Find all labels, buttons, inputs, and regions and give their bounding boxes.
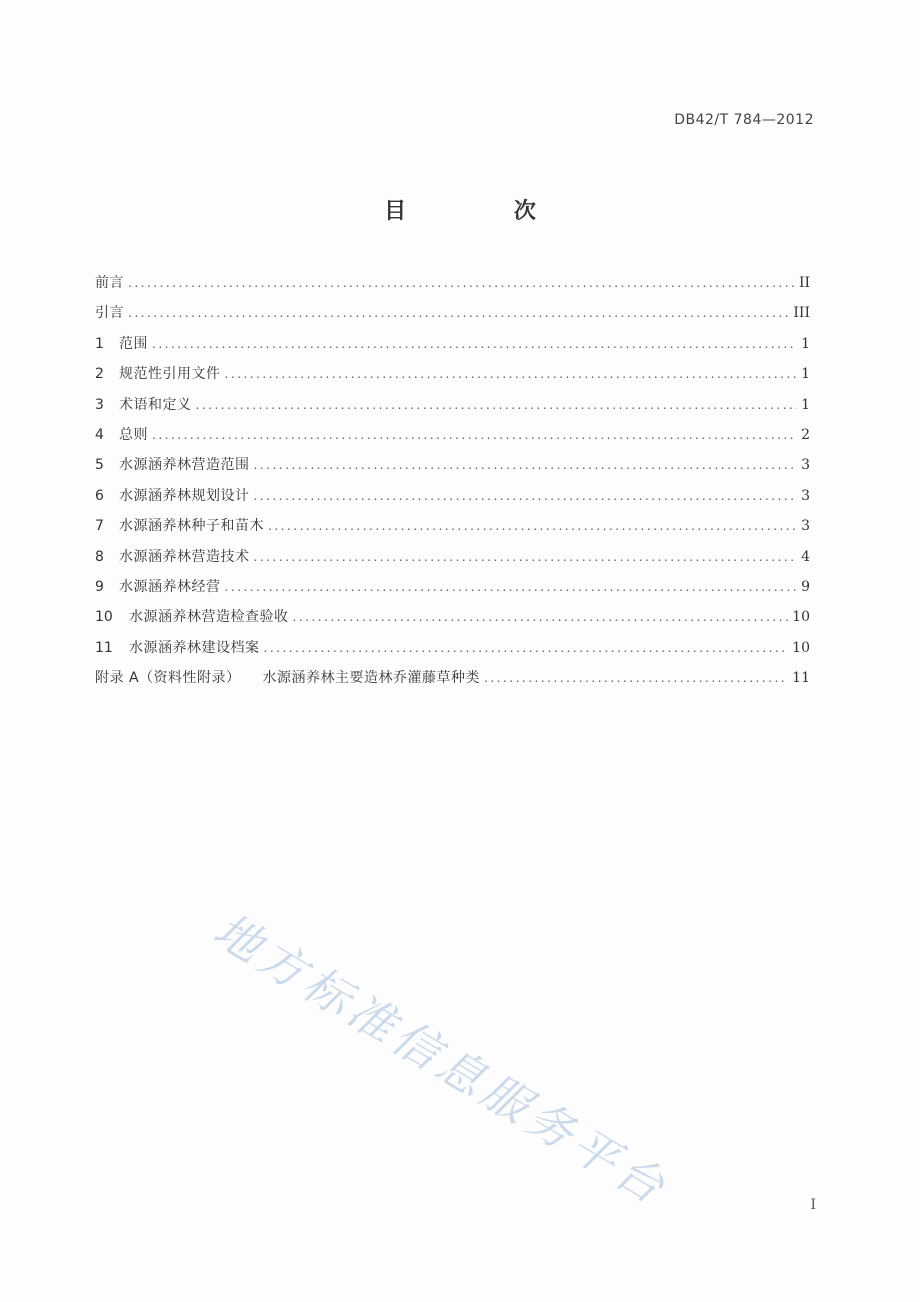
toc-entry-page: 1 bbox=[801, 396, 810, 413]
toc-dot-leader bbox=[264, 633, 789, 663]
toc-entry-page: 9 bbox=[801, 578, 810, 595]
toc-entry-page: 3 bbox=[801, 457, 810, 474]
toc-entry-5[interactable] bbox=[95, 450, 810, 480]
toc-entry-number: 6 bbox=[95, 487, 104, 504]
toc-entry-label: 水源涵养林经营 bbox=[119, 578, 221, 595]
toc-dot-leader bbox=[254, 542, 798, 572]
toc-entry-page: 1 bbox=[801, 335, 810, 352]
toc-entry-label: 术语和定义 bbox=[119, 396, 192, 413]
toc-entry-1[interactable] bbox=[95, 329, 810, 359]
toc-entry-page: II bbox=[798, 275, 810, 291]
toc-entry-number: 11 bbox=[95, 639, 113, 656]
document-code: DB42/T 784—2012 bbox=[674, 112, 814, 128]
toc-entry-label: 引言 bbox=[95, 305, 124, 322]
toc-entry-11[interactable] bbox=[95, 633, 810, 663]
toc-entry-page: 2 bbox=[801, 426, 810, 443]
toc-entry-label: 范围 bbox=[119, 335, 148, 352]
toc-entry-annex-a[interactable] bbox=[95, 663, 810, 693]
toc-entry-page: III bbox=[793, 305, 810, 322]
toc-title: 目 次 bbox=[384, 199, 586, 224]
toc-entry-6[interactable] bbox=[95, 481, 810, 511]
toc-entry-label: 规范性引用文件 bbox=[119, 366, 221, 383]
table-of-contents bbox=[95, 268, 810, 693]
toc-dot-leader bbox=[225, 359, 798, 389]
toc-entry-number: 5 bbox=[95, 457, 104, 474]
toc-entry-label: 水源涵养林规划设计 bbox=[119, 487, 250, 504]
toc-entry-introduction[interactable] bbox=[95, 298, 810, 328]
toc-dot-leader bbox=[128, 268, 795, 298]
toc-dot-leader bbox=[196, 390, 798, 420]
toc-entry-number: 8 bbox=[95, 548, 104, 565]
toc-entry-page: 3 bbox=[801, 518, 810, 535]
toc-dot-leader bbox=[254, 481, 798, 511]
toc-entry-page: 10 bbox=[792, 609, 810, 626]
toc-dot-leader bbox=[484, 663, 788, 693]
annex-title: 水源涵养林主要造林乔灌藤草种类 bbox=[262, 670, 481, 687]
toc-dot-leader bbox=[268, 511, 797, 541]
toc-entry-page: 4 bbox=[801, 548, 810, 565]
toc-entry-10[interactable] bbox=[95, 602, 810, 632]
toc-entry-label: 总则 bbox=[119, 426, 148, 443]
toc-entry-number: 4 bbox=[95, 426, 104, 443]
toc-entry-label: 水源涵养林种子和苗木 bbox=[119, 518, 264, 535]
toc-entry-label: 前言 bbox=[95, 275, 124, 291]
toc-entry-foreword[interactable] bbox=[95, 268, 810, 298]
toc-entry-8[interactable] bbox=[95, 542, 810, 572]
toc-dot-leader bbox=[225, 572, 798, 602]
toc-entry-number: 2 bbox=[95, 366, 104, 383]
toc-entry-number: 3 bbox=[95, 396, 104, 413]
toc-dot-leader bbox=[128, 298, 789, 328]
toc-entry-label: 水源涵养林营造范围 bbox=[119, 457, 250, 474]
toc-entry-3[interactable] bbox=[95, 390, 810, 420]
toc-entry-page: 11 bbox=[792, 670, 810, 687]
toc-entry-page: 3 bbox=[801, 487, 810, 504]
toc-entry-page: 10 bbox=[792, 639, 810, 656]
toc-dot-leader bbox=[152, 329, 797, 359]
toc-entry-number: 1 bbox=[95, 335, 104, 352]
toc-entry-number: 7 bbox=[95, 518, 104, 535]
toc-entry-2[interactable] bbox=[95, 359, 810, 389]
toc-entry-label: 水源涵养林营造技术 bbox=[119, 548, 250, 565]
toc-dot-leader bbox=[254, 450, 798, 480]
page-number: I bbox=[810, 1197, 816, 1213]
toc-entry-4[interactable] bbox=[95, 420, 810, 450]
toc-entry-number: 10 bbox=[95, 609, 113, 626]
watermark: 地方标准信息服务平台 bbox=[204, 902, 679, 1217]
toc-entry-label: 水源涵养林建设档案 bbox=[129, 639, 260, 656]
annex-label: 附录 A（资料性附录） bbox=[95, 670, 241, 687]
toc-entry-number: 9 bbox=[95, 578, 104, 595]
toc-dot-leader bbox=[293, 602, 789, 632]
toc-entry-7[interactable] bbox=[95, 511, 810, 541]
toc-dot-leader bbox=[152, 420, 797, 450]
toc-entry-page: 1 bbox=[801, 366, 810, 383]
toc-entry-label: 水源涵养林营造检查验收 bbox=[129, 609, 289, 626]
toc-entry-9[interactable] bbox=[95, 572, 810, 602]
